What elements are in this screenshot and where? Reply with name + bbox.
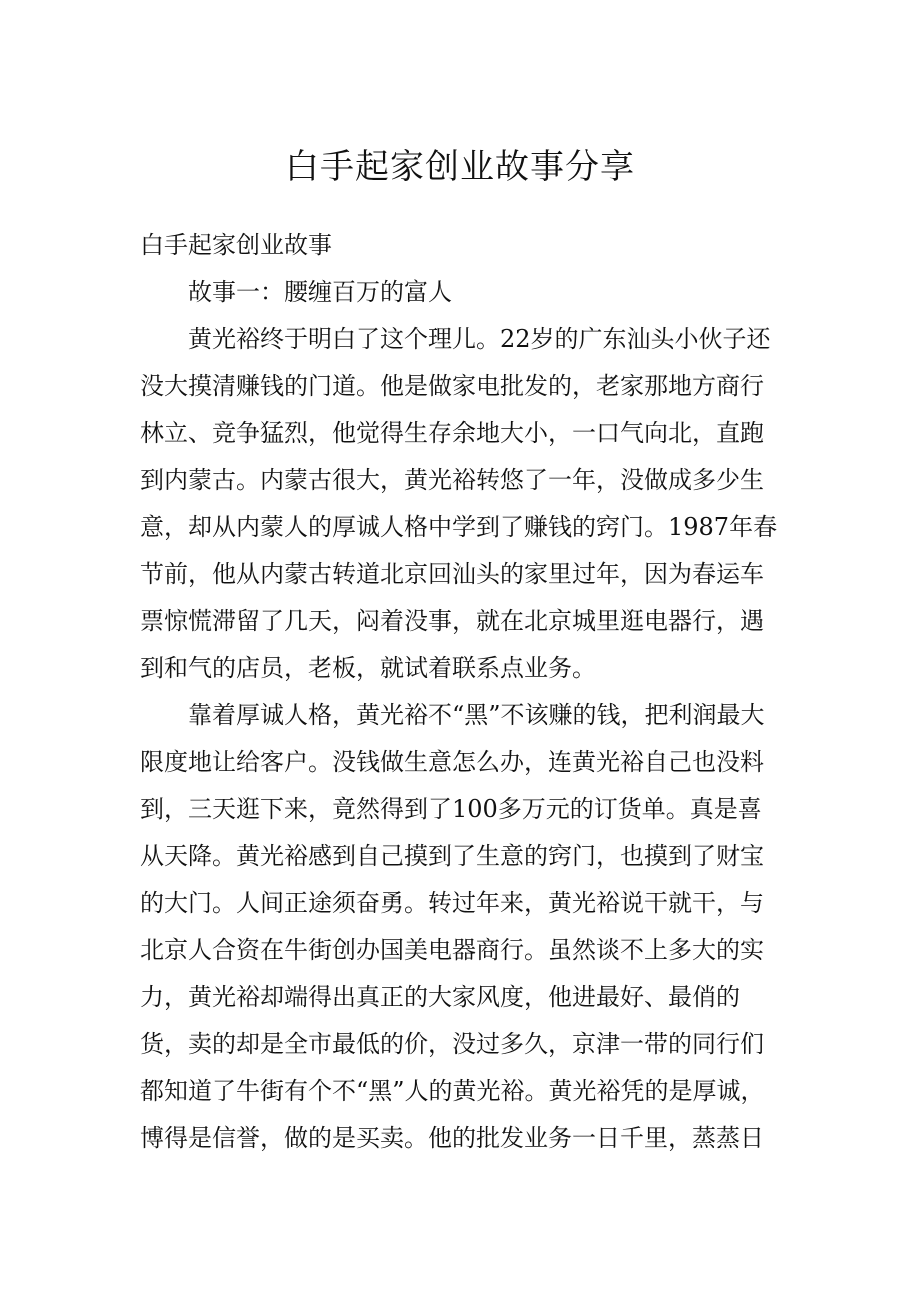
- document-body: [140, 222, 780, 1162]
- document-subtitle: 白手起家创业故事: [140, 231, 332, 259]
- story-heading: 故事一：腰缠百万的富人: [188, 278, 452, 306]
- document-title: 白手起家创业故事分享: [285, 147, 635, 187]
- paragraph: 黄光裕终于明白了这个理儿。22岁的广东汕头小伙子还没大摸清赚钱的门道。他是做家电批发的，老家那地方商行林立、竞争猛烈，他觉得生存余地大小，一口气向北，直跑到内蒙古。内蒙古很大，黄光裕转悠了一年，没做成多少生意，却从内蒙人的厚诚人格中学到了赚钱的窍门。1987年春节前，他从内蒙古转道北京回汕头的家里过年，因为春运车票惊慌滞留了几天，闷着没事，就在北京城里逛电器行，遇到和气的店员，老板，就试着联系点业务。: [140, 325, 778, 682]
- paragraph: 靠着厚诚人格，黄光裕不“黑”不该赚的钱，把利润最大限度地让给客户。没钱做生意怎么办，连黄光裕自己也没料到，三天逛下来，竟然得到了100多万元的订货单。真是喜从天降。黄光裕感到自己摸到了生意的窍门，也摸到了财宝的大门。人间正途须奋勇。转过年来，黄光裕说干就干，与北京人合资在牛街创办国美电器商行。虽然谈不上多大的实力，黄光裕却端得出真正的大家风度，他进最好、最俏的货，卖的却是全市最低的价，没过多久，京津一带的同行们都知道了牛街有个不“黑”人的黄光裕。黄光裕凭的是厚诚，博得是信誉，做的是买卖。他的批发业务一日千里，蒸蒸日: [140, 701, 765, 1152]
